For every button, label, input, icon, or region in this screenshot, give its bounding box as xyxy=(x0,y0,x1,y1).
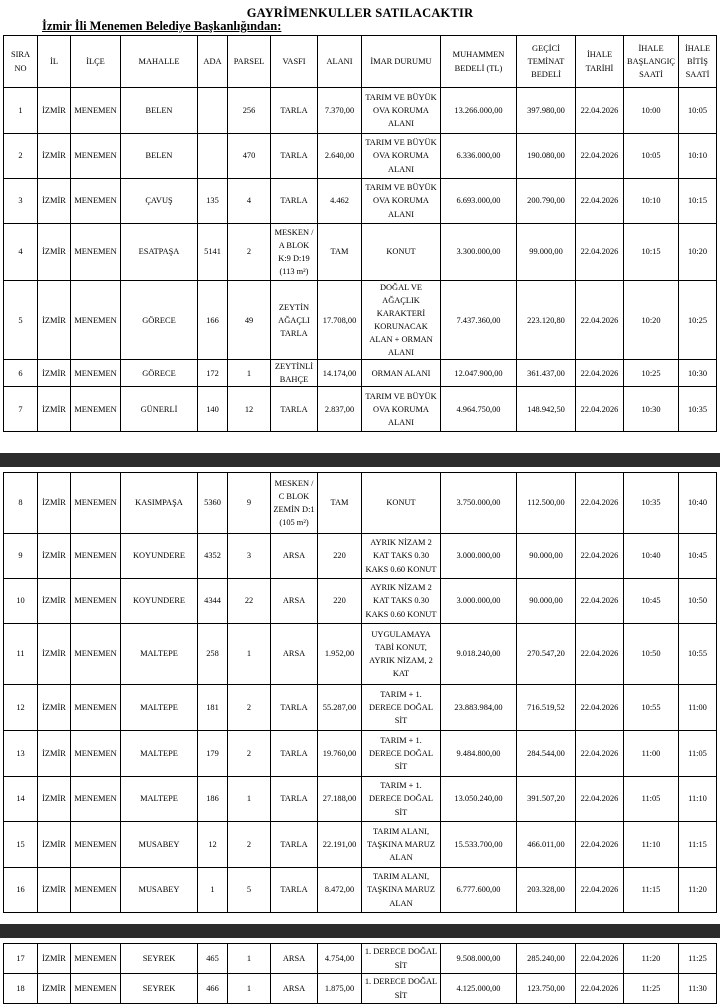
cell-ilce: MENEMEN xyxy=(71,387,121,432)
cell-ihale-baslangic: 10:40 xyxy=(624,534,679,579)
cell-ilce: MENEMEN xyxy=(71,822,121,868)
cell-ihale-bitis: 10:30 xyxy=(679,360,717,387)
cell-ihale-baslangic: 10:10 xyxy=(624,179,679,224)
cell-gecici-teminat: 90.000,00 xyxy=(517,579,576,624)
cell-ilce: MENEMEN xyxy=(71,777,121,822)
cell-ilce: MENEMEN xyxy=(71,579,121,624)
cell-ihale-tarihi: 22.04.2026 xyxy=(576,579,624,624)
cell-ada: 465 xyxy=(198,944,228,974)
cell-muhammen-bedeli: 9.508.000,00 xyxy=(441,944,517,974)
cell-parsel: 3 xyxy=(228,534,271,579)
cell-il: İZMİR xyxy=(38,360,71,387)
cell-mahalle: SEYREK xyxy=(121,944,198,974)
cell-sira-no: 12 xyxy=(4,685,38,731)
cell-parsel: 12 xyxy=(228,387,271,432)
cell-ihale-tarihi: 22.04.2026 xyxy=(576,685,624,731)
cell-muhammen-bedeli: 3.000.000,00 xyxy=(441,534,517,579)
page-separator xyxy=(0,453,720,467)
cell-vasfi: MESKEN / A BLOK K:9 D:19 (113 m²) xyxy=(271,224,318,281)
cell-ilce: MENEMEN xyxy=(71,685,121,731)
cell-ihale-bitis: 10:50 xyxy=(679,579,717,624)
cell-ada: 1 xyxy=(198,868,228,913)
page-subtitle: İzmir İli Menemen Belediye Başkanlığından: xyxy=(42,19,282,33)
cell-gecici-teminat: 397.980,00 xyxy=(517,88,576,134)
cell-parsel: 1 xyxy=(228,624,271,685)
cell-alani: 2.837,00 xyxy=(318,387,362,432)
cell-muhammen-bedeli: 7.437.360,00 xyxy=(441,281,517,360)
cell-ihale-bitis: 10:15 xyxy=(679,179,717,224)
cell-parsel: 1 xyxy=(228,360,271,387)
cell-alani: 220 xyxy=(318,534,362,579)
column-header-il: İL xyxy=(38,36,71,88)
cell-muhammen-bedeli: 23.883.984,00 xyxy=(441,685,517,731)
column-header-ilce: İLÇE xyxy=(71,36,121,88)
cell-alani: 220 xyxy=(318,579,362,624)
cell-ada: 466 xyxy=(198,974,228,1004)
cell-mahalle: SEYREK xyxy=(121,974,198,1004)
cell-ilce: MENEMEN xyxy=(71,944,121,974)
cell-muhammen-bedeli: 12.047.900,00 xyxy=(441,360,517,387)
listing-table-part-2 xyxy=(3,472,717,913)
cell-gecici-teminat: 391.507,20 xyxy=(517,777,576,822)
cell-ada: 258 xyxy=(198,624,228,685)
cell-ihale-tarihi: 22.04.2026 xyxy=(576,624,624,685)
cell-vasfi: TARLA xyxy=(271,387,318,432)
cell-sira-no: 7 xyxy=(4,387,38,432)
cell-alani: TAM xyxy=(318,224,362,281)
cell-gecici-teminat: 90.000,00 xyxy=(517,534,576,579)
cell-ilce: MENEMEN xyxy=(71,473,121,534)
cell-vasfi: ARSA xyxy=(271,534,318,579)
table-row xyxy=(4,624,717,685)
cell-ilce: MENEMEN xyxy=(71,731,121,777)
cell-ihale-bitis: 11:20 xyxy=(679,868,717,913)
cell-parsel: 49 xyxy=(228,281,271,360)
cell-parsel: 2 xyxy=(228,822,271,868)
page-title: GAYRİMENKULLER SATILACAKTIR xyxy=(246,6,474,20)
column-header-ihale-tarihi: İHALE TARİHİ xyxy=(576,36,624,88)
table-row xyxy=(4,281,717,360)
cell-ihale-baslangic: 11:00 xyxy=(624,731,679,777)
cell-sira-no: 15 xyxy=(4,822,38,868)
cell-ihale-tarihi: 22.04.2026 xyxy=(576,731,624,777)
cell-parsel: 9 xyxy=(228,473,271,534)
cell-alani: 2.640,00 xyxy=(318,134,362,179)
cell-ihale-baslangic: 10:35 xyxy=(624,473,679,534)
cell-muhammen-bedeli: 9.484.800,00 xyxy=(441,731,517,777)
listing-table-part-1 xyxy=(3,35,717,432)
cell-ihale-tarihi: 22.04.2026 xyxy=(576,822,624,868)
cell-mahalle: MUSABEY xyxy=(121,868,198,913)
cell-ihale-baslangic: 10:50 xyxy=(624,624,679,685)
cell-il: İZMİR xyxy=(38,224,71,281)
cell-sira-no: 17 xyxy=(4,944,38,974)
cell-ihale-baslangic: 11:25 xyxy=(624,974,679,1004)
cell-ihale-bitis: 10:25 xyxy=(679,281,717,360)
cell-ihale-tarihi: 22.04.2026 xyxy=(576,360,624,387)
cell-sira-no: 16 xyxy=(4,868,38,913)
cell-sira-no: 3 xyxy=(4,179,38,224)
cell-muhammen-bedeli: 6.336.000,00 xyxy=(441,134,517,179)
cell-ihale-bitis: 10:05 xyxy=(679,88,717,134)
cell-gecici-teminat: 716.519,52 xyxy=(517,685,576,731)
table-row xyxy=(4,731,717,777)
cell-vasfi: ARSA xyxy=(271,974,318,1004)
cell-imar-durumu: TARIM ALANI, TAŞKINA MARUZ ALAN xyxy=(362,868,441,913)
cell-vasfi: TARLA xyxy=(271,685,318,731)
cell-il: İZMİR xyxy=(38,88,71,134)
cell-ihale-baslangic: 10:20 xyxy=(624,281,679,360)
cell-ihale-baslangic: 10:30 xyxy=(624,387,679,432)
cell-ada: 166 xyxy=(198,281,228,360)
cell-ilce: MENEMEN xyxy=(71,624,121,685)
cell-gecici-teminat: 284.544,00 xyxy=(517,731,576,777)
cell-ada: 140 xyxy=(198,387,228,432)
cell-il: İZMİR xyxy=(38,624,71,685)
cell-muhammen-bedeli: 4.125.000,00 xyxy=(441,974,517,1004)
cell-imar-durumu: AYRIK NİZAM 2 KAT TAKS 0.30 KAKS 0.60 KONUT xyxy=(362,534,441,579)
cell-mahalle: BELEN xyxy=(121,88,198,134)
cell-alani: 17.708,00 xyxy=(318,281,362,360)
cell-ihale-tarihi: 22.04.2026 xyxy=(576,387,624,432)
cell-ihale-baslangic: 10:55 xyxy=(624,685,679,731)
cell-vasfi: TARLA xyxy=(271,134,318,179)
cell-gecici-teminat: 270.547,20 xyxy=(517,624,576,685)
cell-il: İZMİR xyxy=(38,473,71,534)
cell-muhammen-bedeli: 3.000.000,00 xyxy=(441,579,517,624)
cell-ilce: MENEMEN xyxy=(71,179,121,224)
cell-il: İZMİR xyxy=(38,685,71,731)
cell-imar-durumu: TARIM VE BÜYÜK OVA KORUMA ALANI xyxy=(362,88,441,134)
cell-parsel: 256 xyxy=(228,88,271,134)
cell-mahalle: MALTEPE xyxy=(121,685,198,731)
cell-sira-no: 5 xyxy=(4,281,38,360)
cell-alani: 4.462 xyxy=(318,179,362,224)
table-row xyxy=(4,974,717,1004)
cell-il: İZMİR xyxy=(38,179,71,224)
cell-imar-durumu: 1. DERECE DOĞAL SİT xyxy=(362,944,441,974)
cell-ada: 179 xyxy=(198,731,228,777)
cell-ihale-bitis: 10:20 xyxy=(679,224,717,281)
cell-mahalle: MALTEPE xyxy=(121,624,198,685)
column-header-imar-durumu: İMAR DURUMU xyxy=(362,36,441,88)
table-row xyxy=(4,579,717,624)
cell-mahalle: KOYUNDERE xyxy=(121,579,198,624)
cell-muhammen-bedeli: 13.266.000,00 xyxy=(441,88,517,134)
cell-alani: 1.875,00 xyxy=(318,974,362,1004)
cell-imar-durumu: TARIM ALANI, TAŞKINA MARUZ ALAN xyxy=(362,822,441,868)
cell-gecici-teminat: 466.011,00 xyxy=(517,822,576,868)
column-header-ihale-bitis: İHALE BİTİŞ SAATİ xyxy=(679,36,717,88)
table-row xyxy=(4,944,717,974)
cell-imar-durumu: TARIM + 1. DERECE DOĞAL SİT xyxy=(362,685,441,731)
table-row xyxy=(4,534,717,579)
cell-ada: 5141 xyxy=(198,224,228,281)
cell-ada: 4344 xyxy=(198,579,228,624)
cell-mahalle: BELEN xyxy=(121,134,198,179)
cell-mahalle: GÖRECE xyxy=(121,281,198,360)
cell-gecici-teminat: 203.328,00 xyxy=(517,868,576,913)
cell-gecici-teminat: 112.500,00 xyxy=(517,473,576,534)
cell-alani: 55.287,00 xyxy=(318,685,362,731)
cell-vasfi: ZEYTİN AĞAÇLI TARLA xyxy=(271,281,318,360)
cell-ihale-bitis: 10:35 xyxy=(679,387,717,432)
cell-ada: 181 xyxy=(198,685,228,731)
cell-imar-durumu: TARIM VE BÜYÜK OVA KORUMA ALANI xyxy=(362,134,441,179)
cell-ilce: MENEMEN xyxy=(71,974,121,1004)
cell-parsel: 5 xyxy=(228,868,271,913)
cell-ihale-tarihi: 22.04.2026 xyxy=(576,134,624,179)
cell-sira-no: 9 xyxy=(4,534,38,579)
cell-ada: 135 xyxy=(198,179,228,224)
cell-il: İZMİR xyxy=(38,868,71,913)
cell-il: İZMİR xyxy=(38,281,71,360)
cell-il: İZMİR xyxy=(38,822,71,868)
cell-sira-no: 4 xyxy=(4,224,38,281)
page-separator xyxy=(0,924,720,938)
cell-gecici-teminat: 223.120,80 xyxy=(517,281,576,360)
cell-imar-durumu: AYRIK NİZAM 2 KAT TAKS 0.30 KAKS 0.60 KONUT xyxy=(362,579,441,624)
cell-sira-no: 18 xyxy=(4,974,38,1004)
cell-imar-durumu: DOĞAL VE AĞAÇLIK KARAKTERİ KORUNACAK ALAN + ORMAN ALANI xyxy=(362,281,441,360)
cell-ilce: MENEMEN xyxy=(71,134,121,179)
cell-ilce: MENEMEN xyxy=(71,534,121,579)
column-header-mahalle: MAHALLE xyxy=(121,36,198,88)
cell-sira-no: 14 xyxy=(4,777,38,822)
cell-alani: 14.174,00 xyxy=(318,360,362,387)
cell-ihale-bitis: 11:10 xyxy=(679,777,717,822)
cell-muhammen-bedeli: 13.050.240,00 xyxy=(441,777,517,822)
cell-mahalle: GÖRECE xyxy=(121,360,198,387)
cell-ihale-bitis: 10:45 xyxy=(679,534,717,579)
cell-parsel: 2 xyxy=(228,685,271,731)
cell-ada xyxy=(198,134,228,179)
cell-gecici-teminat: 123.750,00 xyxy=(517,974,576,1004)
cell-ihale-bitis: 11:30 xyxy=(679,974,717,1004)
cell-imar-durumu: TARIM VE BÜYÜK OVA KORUMA ALANI xyxy=(362,387,441,432)
cell-muhammen-bedeli: 9.018.240,00 xyxy=(441,624,517,685)
cell-ihale-bitis: 11:00 xyxy=(679,685,717,731)
cell-ihale-tarihi: 22.04.2026 xyxy=(576,473,624,534)
cell-ihale-bitis: 10:40 xyxy=(679,473,717,534)
cell-muhammen-bedeli: 15.533.700,00 xyxy=(441,822,517,868)
cell-ihale-tarihi: 22.04.2026 xyxy=(576,224,624,281)
cell-muhammen-bedeli: 6.777.600,00 xyxy=(441,868,517,913)
table-row xyxy=(4,179,717,224)
cell-vasfi: ARSA xyxy=(271,579,318,624)
cell-alani: 19.760,00 xyxy=(318,731,362,777)
cell-mahalle: ESATPAŞA xyxy=(121,224,198,281)
column-header-parsel: PARSEL xyxy=(228,36,271,88)
cell-ada: 172 xyxy=(198,360,228,387)
cell-gecici-teminat: 361.437,00 xyxy=(517,360,576,387)
cell-parsel: 2 xyxy=(228,731,271,777)
cell-sira-no: 13 xyxy=(4,731,38,777)
cell-parsel: 470 xyxy=(228,134,271,179)
cell-gecici-teminat: 190.080,00 xyxy=(517,134,576,179)
cell-imar-durumu: KONUT xyxy=(362,473,441,534)
cell-parsel: 1 xyxy=(228,777,271,822)
table-row xyxy=(4,88,717,134)
cell-imar-durumu: 1. DERECE DOĞAL SİT xyxy=(362,974,441,1004)
cell-gecici-teminat: 148.942,50 xyxy=(517,387,576,432)
cell-ihale-bitis: 10:10 xyxy=(679,134,717,179)
column-header-sira-no: SIRA NO xyxy=(4,36,38,88)
cell-sira-no: 10 xyxy=(4,579,38,624)
cell-imar-durumu: ORMAN ALANI xyxy=(362,360,441,387)
cell-ihale-tarihi: 22.04.2026 xyxy=(576,868,624,913)
cell-gecici-teminat: 285.240,00 xyxy=(517,944,576,974)
cell-il: İZMİR xyxy=(38,387,71,432)
cell-vasfi: TARLA xyxy=(271,822,318,868)
cell-ihale-tarihi: 22.04.2026 xyxy=(576,179,624,224)
cell-mahalle: KOYUNDERE xyxy=(121,534,198,579)
cell-ihale-baslangic: 10:15 xyxy=(624,224,679,281)
cell-ihale-tarihi: 22.04.2026 xyxy=(576,88,624,134)
table-row xyxy=(4,868,717,913)
cell-gecici-teminat: 200.790,00 xyxy=(517,179,576,224)
table-row xyxy=(4,387,717,432)
cell-mahalle: ÇAVUŞ xyxy=(121,179,198,224)
cell-ihale-baslangic: 10:00 xyxy=(624,88,679,134)
listing-table-part-3 xyxy=(3,943,717,1004)
cell-muhammen-bedeli: 3.750.000,00 xyxy=(441,473,517,534)
cell-ihale-tarihi: 22.04.2026 xyxy=(576,777,624,822)
column-header-ihale-baslangic: İHALE BAŞLANGIÇ SAATİ xyxy=(624,36,679,88)
cell-alani: TAM xyxy=(318,473,362,534)
cell-muhammen-bedeli: 4.964.750,00 xyxy=(441,387,517,432)
cell-vasfi: TARLA xyxy=(271,179,318,224)
cell-alani: 1.952,00 xyxy=(318,624,362,685)
cell-ihale-tarihi: 22.04.2026 xyxy=(576,944,624,974)
column-header-alani: ALANI xyxy=(318,36,362,88)
cell-mahalle: KASIMPAŞA xyxy=(121,473,198,534)
cell-ihale-baslangic: 10:45 xyxy=(624,579,679,624)
cell-muhammen-bedeli: 3.300.000,00 xyxy=(441,224,517,281)
cell-ihale-baslangic: 10:05 xyxy=(624,134,679,179)
cell-ihale-tarihi: 22.04.2026 xyxy=(576,974,624,1004)
cell-alani: 4.754,00 xyxy=(318,944,362,974)
cell-ilce: MENEMEN xyxy=(71,868,121,913)
cell-vasfi: TARLA xyxy=(271,777,318,822)
cell-ihale-baslangic: 10:25 xyxy=(624,360,679,387)
cell-imar-durumu: TARIM + 1. DERECE DOĞAL SİT xyxy=(362,777,441,822)
cell-ihale-bitis: 11:05 xyxy=(679,731,717,777)
column-header-ada: ADA xyxy=(198,36,228,88)
table-row xyxy=(4,822,717,868)
cell-parsel: 1 xyxy=(228,944,271,974)
cell-gecici-teminat: 99.000,00 xyxy=(517,224,576,281)
cell-il: İZMİR xyxy=(38,944,71,974)
cell-ada: 5360 xyxy=(198,473,228,534)
cell-sira-no: 2 xyxy=(4,134,38,179)
cell-mahalle: MALTEPE xyxy=(121,777,198,822)
cell-ada: 12 xyxy=(198,822,228,868)
cell-alani: 7.370,00 xyxy=(318,88,362,134)
cell-sira-no: 6 xyxy=(4,360,38,387)
cell-imar-durumu: UYGULAMAYA TABİ KONUT, AYRIK NİZAM, 2 KAT xyxy=(362,624,441,685)
cell-imar-durumu: KONUT xyxy=(362,224,441,281)
cell-parsel: 2 xyxy=(228,224,271,281)
table-row xyxy=(4,224,717,281)
cell-il: İZMİR xyxy=(38,534,71,579)
cell-mahalle: MUSABEY xyxy=(121,822,198,868)
cell-ihale-baslangic: 11:10 xyxy=(624,822,679,868)
cell-il: İZMİR xyxy=(38,134,71,179)
cell-ilce: MENEMEN xyxy=(71,224,121,281)
cell-vasfi: TARLA xyxy=(271,88,318,134)
cell-mahalle: GÜNERLİ xyxy=(121,387,198,432)
cell-sira-no: 11 xyxy=(4,624,38,685)
table-row xyxy=(4,685,717,731)
cell-ihale-baslangic: 11:20 xyxy=(624,944,679,974)
cell-vasfi: ARSA xyxy=(271,624,318,685)
cell-il: İZMİR xyxy=(38,579,71,624)
cell-alani: 27.188,00 xyxy=(318,777,362,822)
cell-il: İZMİR xyxy=(38,731,71,777)
cell-vasfi: TARLA xyxy=(271,868,318,913)
cell-parsel: 1 xyxy=(228,974,271,1004)
cell-ilce: MENEMEN xyxy=(71,88,121,134)
cell-parsel: 22 xyxy=(228,579,271,624)
cell-ada: 4352 xyxy=(198,534,228,579)
cell-vasfi: MESKEN / C BLOK ZEMİN D:1 (105 m²) xyxy=(271,473,318,534)
cell-muhammen-bedeli: 6.693.000,00 xyxy=(441,179,517,224)
cell-ihale-tarihi: 22.04.2026 xyxy=(576,534,624,579)
table-header-row xyxy=(4,36,717,88)
cell-alani: 8.472,00 xyxy=(318,868,362,913)
column-header-vasfi: VASFI xyxy=(271,36,318,88)
cell-ihale-bitis: 11:25 xyxy=(679,944,717,974)
table-row xyxy=(4,360,717,387)
cell-ihale-tarihi: 22.04.2026 xyxy=(576,281,624,360)
cell-sira-no: 1 xyxy=(4,88,38,134)
cell-vasfi: ZEYTİNLİ BAHÇE xyxy=(271,360,318,387)
table-row xyxy=(4,134,717,179)
column-header-gecici-teminat: GEÇİCİ TEMİNAT BEDELİ xyxy=(517,36,576,88)
cell-imar-durumu: TARIM VE BÜYÜK OVA KORUMA ALANI xyxy=(362,179,441,224)
cell-vasfi: ARSA xyxy=(271,944,318,974)
cell-ihale-baslangic: 11:05 xyxy=(624,777,679,822)
cell-vasfi: TARLA xyxy=(271,731,318,777)
cell-alani: 22.191,00 xyxy=(318,822,362,868)
cell-ilce: MENEMEN xyxy=(71,281,121,360)
cell-ihale-bitis: 10:55 xyxy=(679,624,717,685)
cell-il: İZMİR xyxy=(38,974,71,1004)
cell-mahalle: MALTEPE xyxy=(121,731,198,777)
cell-ihale-baslangic: 11:15 xyxy=(624,868,679,913)
cell-il: İZMİR xyxy=(38,777,71,822)
cell-ada: 186 xyxy=(198,777,228,822)
cell-parsel: 4 xyxy=(228,179,271,224)
cell-imar-durumu: TARIM + 1. DERECE DOĞAL SİT xyxy=(362,731,441,777)
cell-ada xyxy=(198,88,228,134)
column-header-muhammen-bedeli: MUHAMMEN BEDELİ (TL) xyxy=(441,36,517,88)
table-row xyxy=(4,473,717,534)
cell-sira-no: 8 xyxy=(4,473,38,534)
table-row xyxy=(4,777,717,822)
cell-ilce: MENEMEN xyxy=(71,360,121,387)
cell-ihale-bitis: 11:15 xyxy=(679,822,717,868)
